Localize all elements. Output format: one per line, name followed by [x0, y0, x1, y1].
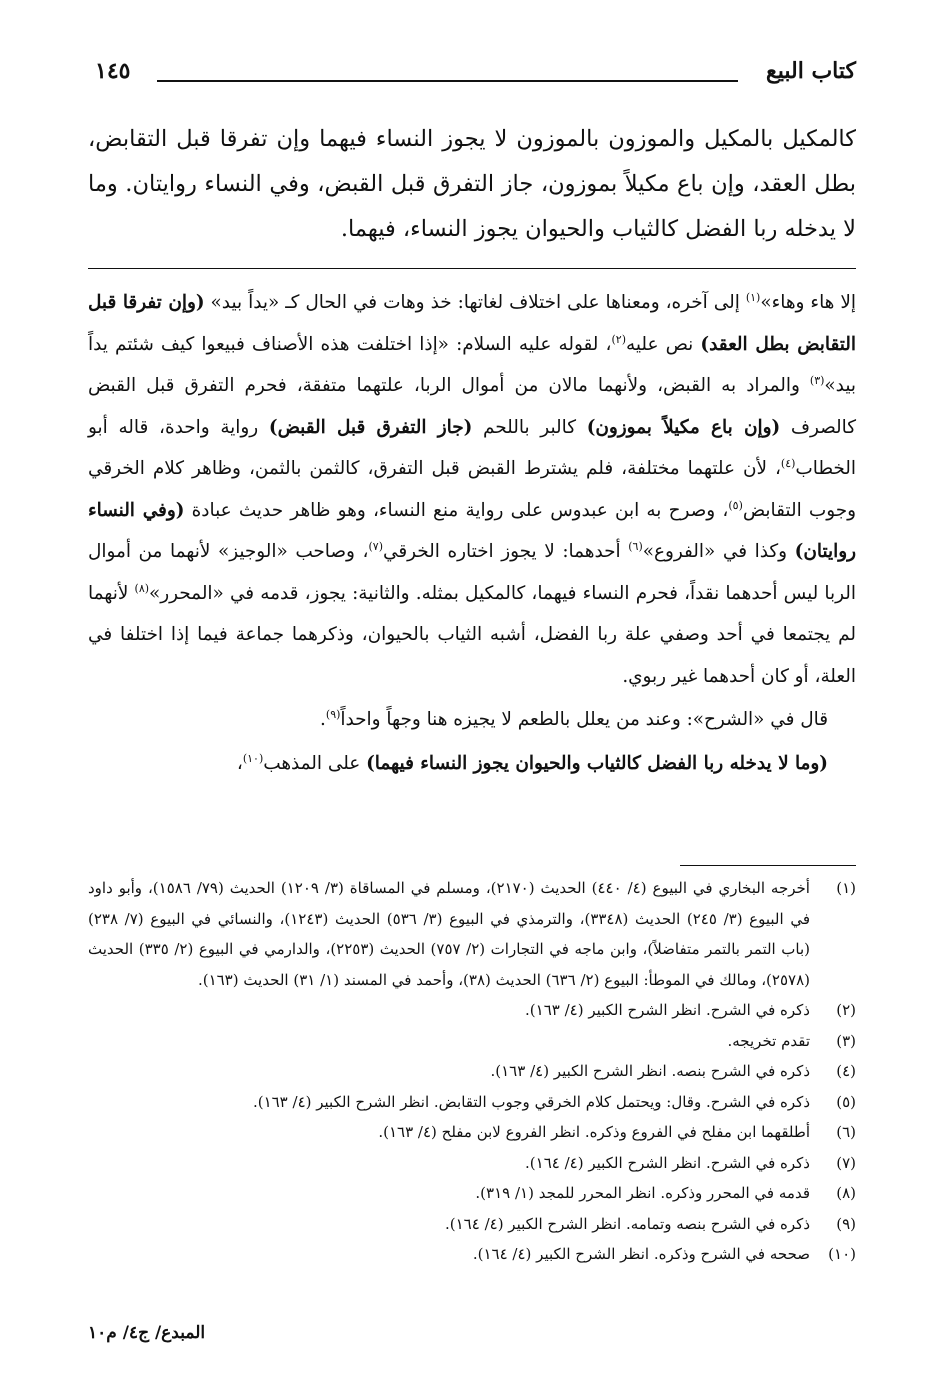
commentary-text: ، لقوله عليه السلام: «إذا اختلفت هذه الأصناف فبيعوا كيف شئتم يداً بيد» [88, 333, 856, 396]
footnote-item [88, 1117, 856, 1148]
commentary-paragraph [88, 743, 856, 785]
commentary-text: إلى آخره، ومعناها على اختلاف لغاتها: خذ وهات في الحال كـ «يداً بيد» [204, 292, 746, 313]
main-text: كالمكيل بالمكيل والموزون بالموزون لا يجوز النساء فيهما وإن تفرقا قبل التقابض، بطل العقد، وإن باع مكيلاً بموزون، جاز التفرق قبل القبض، وفي النساء روايتان. وما لا يدخله ربا الفضل كالثياب والحيوان يجوز النساء، فيهما. [88, 126, 856, 242]
footnote-ref: (٧) [368, 539, 383, 553]
quoted-matn: (وفي النساء روايتان) [88, 499, 857, 562]
commentary-text: وكذا في «الفروع» [642, 541, 795, 562]
commentary-text: نص عليه [625, 333, 701, 355]
commentary-text: ، وصرح به ابن عبدوس على رواية منع النساء، وهو ظاهر حديث عبادة [184, 499, 729, 521]
footnote-number: (٢) [836, 1001, 856, 1019]
footnote-text: ذكره في الشرح بنصه وتمامه. انظر الشرح الكبير (٤/ ١٦٤). [445, 1214, 810, 1233]
footnote-text: ذكره في الشرح. وقال: ويحتمل كلام الخرقي وجوب التقابض. انظر الشرح الكبير (٤/ ١٦٣). [252, 1092, 810, 1111]
commentary [88, 282, 856, 784]
footnote-item [88, 1148, 856, 1179]
footnote-ref: (٣) [809, 373, 825, 387]
text-separator [88, 268, 856, 269]
footnote-text: ذكره في الشرح. انظر الشرح الكبير (٤/ ١٦٣). [525, 1001, 810, 1019]
footnote-number: (١٠) [828, 1245, 856, 1263]
footnote-item [88, 873, 856, 995]
commentary-text: ، [236, 752, 243, 774]
footnote-ref: (٩) [325, 707, 341, 721]
footnote-number: (٣) [836, 1031, 856, 1050]
header-rule [157, 80, 738, 82]
commentary-text: على المذهب [263, 752, 367, 774]
commentary-text: ، وصاحب «الوجيز» لأنهما من أموال الربا ليس أحدهما نقداً، فحرم النساء فيهما، كالمكيل بمثله. والثانية: يجوز، قدمه في «المحرر» [88, 541, 857, 604]
printer-signature: المبدع/ ج٤/ م١٠ [88, 1323, 206, 1343]
commentary-text: أحدهما: لا يجوز اختاره الخرقي [382, 541, 629, 562]
footnote-number: (١) [836, 879, 856, 897]
footnote-text: أخرجه البخاري في البيوع (٤/ ٤٤٠) الحديث (٢١٧٠)، ومسلم في المساقاة (٣/ ١٢٠٩) الحديث (٧٩/ ١٥٨٦)، وأبو داود في البيوع (٣/ ٢٤٥) الحديث (٣٣٤٨)، والترمذي في البيوع (٣/ ٥٣٦) الحديث (١٢٤٣)، والنسائي في البيوع (٧/ ٢٣٨) (باب التمر بالتمر متفاضلاً)، وابن ماجه في التجارات (٢/ ٧٥٧) الحديث (٢٢٥٣)، والدارمي في البيوع (٢/ ٣٣٥) الحديث (٢٥٧٨)، ومالك في الموطأ: البيوع (٢/ ٦٣٦) الحديث (٣٨)، وأحمد في المسند (١/ ٣١) الحديث (١٦٣). [88, 879, 810, 989]
footnote-number: (٥) [836, 1092, 856, 1111]
commentary-text: رواية واحدة، قاله أبو الخطاب [88, 416, 856, 479]
footnote-ref: (٢) [611, 332, 626, 346]
footnote-number: (٤) [836, 1062, 856, 1080]
main-text-block [88, 117, 856, 252]
commentary-text: والمراد به القبض، ولأنهما مالان من أموال الربا، علتهما متفقة، فحرم التفرق قبل القبض كالصرف [88, 375, 857, 438]
footnote-item [88, 1178, 856, 1209]
commentary-text: كالبر باللحم [472, 416, 587, 438]
footnote-item [88, 1026, 856, 1057]
quoted-matn: (وما لا يدخله ربا الفضل كالثياب والحيوان يجوز النساء فيهما) [366, 752, 828, 774]
page-header [95, 58, 856, 90]
commentary-paragraph [88, 282, 856, 697]
page-number: ١٤٥ [95, 58, 131, 84]
commentary-text: ، لأن علتهما مختلفة، فلم يشترط القبض قبل التفرق، كالثمن بالثمن، وظاهر كلام الخرقي وجوب التقابض [88, 458, 856, 521]
commentary-text: لأنهما لم يجتمعا في أحد وصفي علة ربا الفضل، أشبه الثياب بالحيوان، وذكرهما جماعة فيما إذا اختلفا في العلة، أو كان أحدهما غير ربوي. [88, 582, 856, 687]
footnote-item [88, 1209, 856, 1240]
footnote-number: (٧) [836, 1153, 856, 1172]
footnote-ref: (٨) [134, 581, 150, 595]
footnote-item [88, 1087, 856, 1118]
commentary-text: إلا هاء وهاء» [760, 292, 856, 313]
footnote-text: أطلقهما ابن مفلح في الفروع وذكره. انظر الفروع لابن مفلح (٤/ ١٦٣). [378, 1123, 810, 1141]
commentary-text: . [320, 709, 326, 730]
footnote-text: ذكره في الشرح بنصه. انظر الشرح الكبير (٤/ ١٦٣). [490, 1062, 810, 1080]
footnotes [88, 873, 856, 1270]
footnote-ref: (٦) [628, 539, 643, 553]
commentary-text: قال في «الشرح»: وعند من يعلل بالطعم لا يجيزه هنا وجهاً واحداً [340, 709, 828, 730]
footnote-ref: (١٠) [242, 751, 264, 765]
footnote-ref: (٤) [780, 456, 796, 470]
footnote-separator [680, 865, 856, 866]
footnote-text: تقدم تخريجه. [727, 1031, 810, 1050]
footnote-item [88, 1056, 856, 1087]
footnote-number: (٦) [836, 1123, 856, 1141]
commentary-paragraph [88, 699, 856, 741]
footnote-item [88, 995, 856, 1026]
footnote-text: ذكره في الشرح. انظر الشرح الكبير (٤/ ١٦٤). [525, 1153, 810, 1172]
footnote-text: قدمه في المحرر وذكره. انظر المحرر للمجد (١/ ٣١٩). [475, 1184, 810, 1202]
footnote-item [88, 1239, 856, 1270]
footnote-ref: (٥) [728, 498, 743, 512]
chapter-title: كتاب البيع [766, 58, 856, 84]
footnote-number: (٨) [836, 1184, 856, 1202]
quoted-matn: (وإن باع مكيلاً بموزون) [586, 416, 781, 438]
footnote-text: صححه في الشرح وذكره. انظر الشرح الكبير (٤/ ١٦٤). [472, 1245, 810, 1263]
quoted-matn: (وإن تفرقا قبل التقابض بطل العقد) [88, 292, 857, 355]
footnote-number: (٩) [836, 1214, 856, 1233]
quoted-matn: (جاز التفرق قبل القبض) [268, 416, 473, 438]
footnote-ref: (١) [745, 290, 761, 304]
